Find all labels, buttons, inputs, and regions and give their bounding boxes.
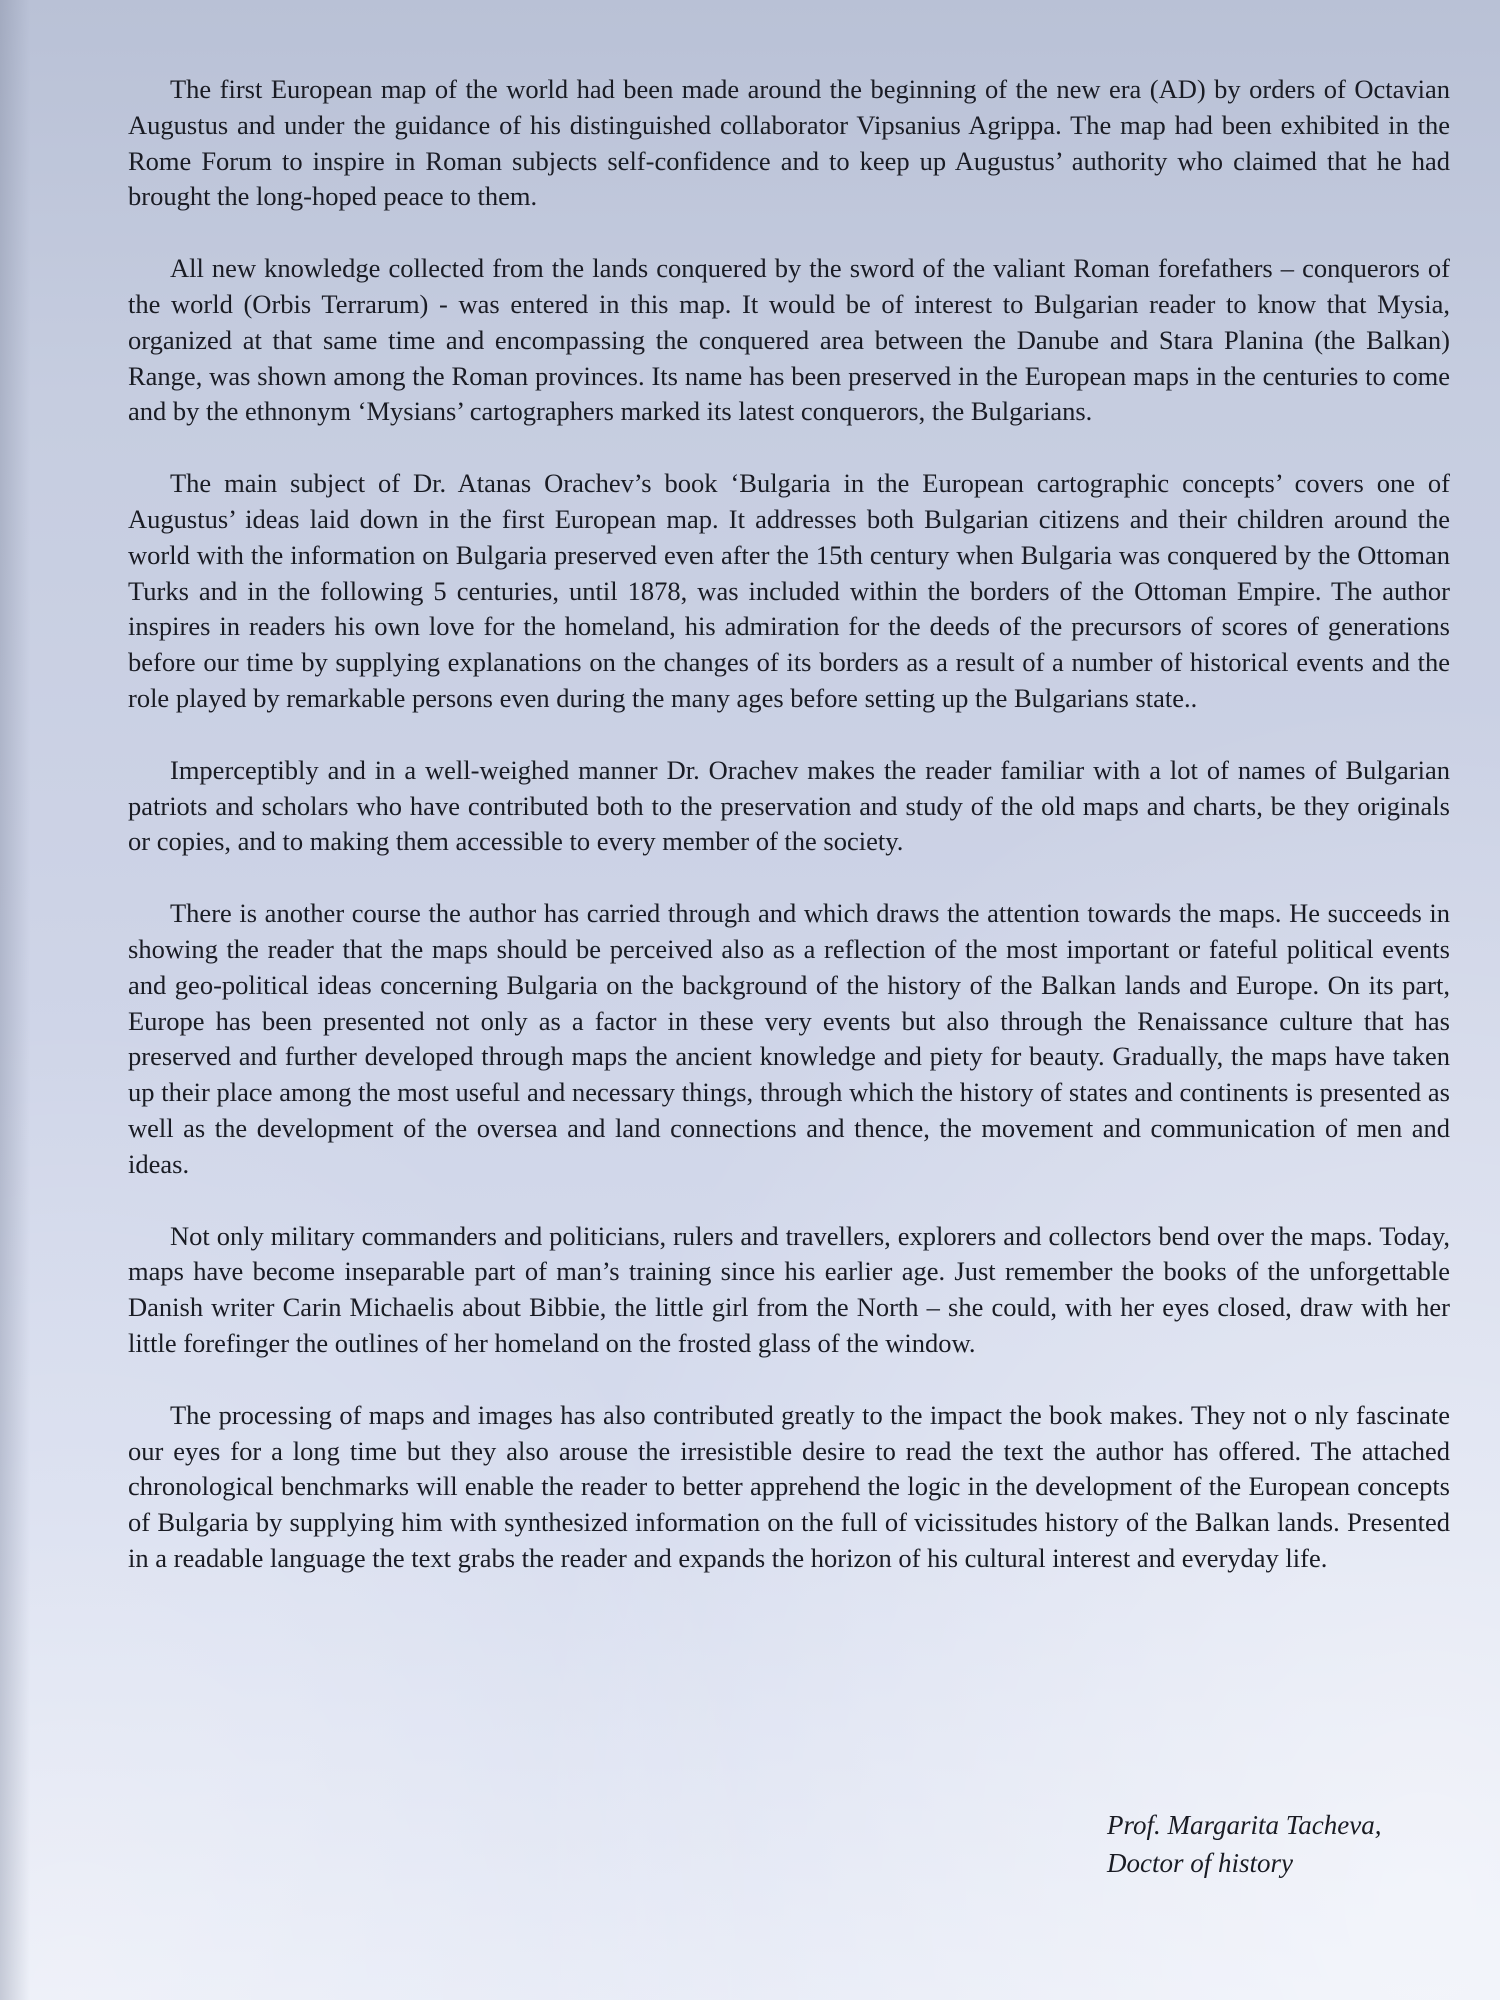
paragraph-1: The first European map of the world had been made around the beginning of the new era (AD) by orders of Octavian Augustus and under the guidance of his distinguished collaborator Vipsanius Agrippa. The map had been exhibited in the Rome Forum to inspire in Roman subjects self-confidence and to keep up Augustus’ authority who claimed that he had brought the long-hoped peace to them. bbox=[128, 74, 1450, 212]
paragraph-2: All new knowledge collected from the lands conquered by the sword of the valiant Roman forefathers – conquerors of the world (Orbis Terrarum) - was entered in this map. It would be of interest to Bulgarian reader to know that Mysia, organized at that same time and encompassing the conquered area between the Danube and Stara Planina (the Balkan) Range, was shown among the Roman provinces. Its name has been preserved in the European maps in the centuries to come and by the ethnonym ‘Mysians’ cartographers marked its latest conquerors, the Bulgarians. bbox=[128, 253, 1450, 427]
paragraph-4: Imperceptibly and in a well-weighed manner Dr. Orachev makes the reader familiar with a lot of names of Bulgarian patriots and scholars who have contributed both to the preservation and study of the old maps and charts, be they originals or copies, and to making them accessible to every member of the society. bbox=[128, 754, 1450, 857]
signature-name: Prof. Margarita Tacheva, bbox=[1107, 1810, 1382, 1840]
paragraph-6: Not only military commanders and politicians, rulers and travellers, explorers and collectors bend over the maps. Today, maps have become inseparable part of man’s training since his earlier age. Just remember the books of the unforgettable Danish writer Carin Michaelis about Bibbie, the little girl from the North – she could, with her eyes closed, draw with her little forefinger the outlines of her homeland on the frosted glass of the window. bbox=[128, 1220, 1450, 1358]
signature-title: Doctor of history bbox=[1107, 1848, 1293, 1878]
paragraph-5: There is another course the author has carried through and which draws the attention towards the maps. He succeeds in showing the reader that the maps should be perceived also as a reflection of the most important or fateful political events and geo-political ideas concerning Bulgaria on the background of the history of the Balkan lands and Europe. On its part, Europe has been presented not only as a factor in these very events but also through the Renaissance culture that has preserved and further developed through maps the ancient knowledge and piety for beauty. Gradually, the maps have taken up their place among the most useful and necessary things, through which the history of states and continents is presented as well as the development of the oversea and land connections and thence, the movement and communication of men and ideas. bbox=[128, 898, 1450, 1179]
signature-block bbox=[1107, 1806, 1382, 1882]
body-text bbox=[128, 72, 1450, 1613]
paragraph-7: The processing of maps and images has also contributed greatly to the impact the book makes. They not o nly fascinate our eyes for a long time but they also arouse the irresistible desire to read the text the author has offered. The attached chronological benchmarks will enable the reader to better apprehend the logic in the development of the European concepts of Bulgaria by supplying him with synthesized information on the full of vicissitudes history of the Balkan lands. Presented in a readable language the text grabs the reader and expands the horizon of his cultural interest and everyday life. bbox=[128, 1399, 1450, 1573]
page-shadow bbox=[0, 0, 30, 2000]
paragraph-3: The main subject of Dr. Atanas Orachev’s book ‘Bulgaria in the European cartographic concepts’ covers one of Augustus’ ideas laid down in the first European map. It addresses both Bulgarian citizens and their children around the world with the information on Bulgaria preserved even after the 15th century when Bulgaria was conquered by the Ottoman Turks and in the following 5 centuries, until 1878, was included within the borders of the Ottoman Empire. The author inspires in readers his own love for the homeland, his admiration for the deeds of the precursors of scores of generations before our time by supplying explanations on the changes of its borders as a result of a number of historical events and the role played by remarkable persons even during the many ages before setting up the Bulgarians state.. bbox=[128, 468, 1450, 713]
